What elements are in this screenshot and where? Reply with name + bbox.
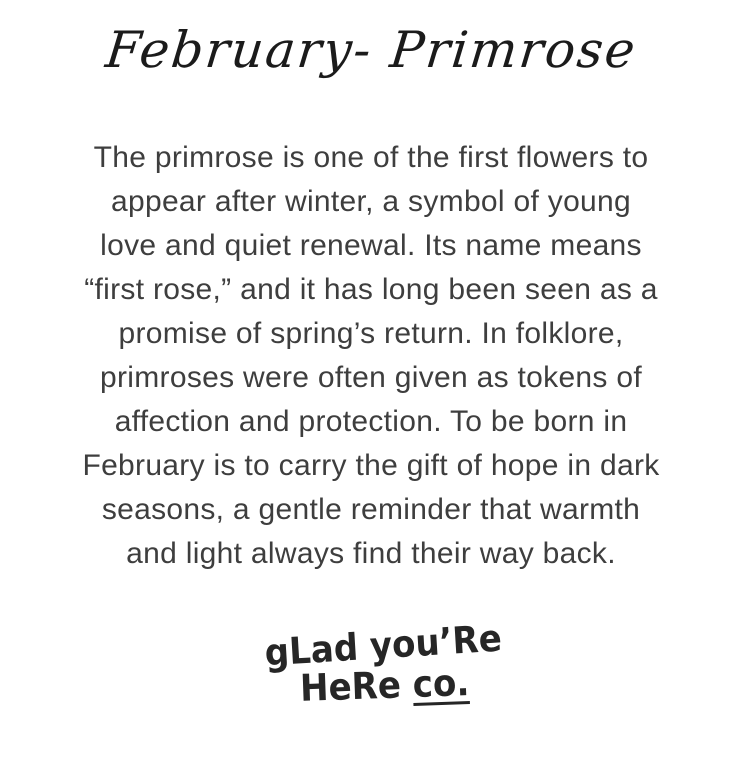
brand-logo-line-1: gLad you’Re bbox=[263, 616, 503, 675]
description-paragraph bbox=[21, 136, 721, 576]
paragraph-line: February is to carry the gift of hope in dark bbox=[82, 449, 660, 482]
paragraph-line: and light always find their way back. bbox=[126, 537, 616, 570]
paragraph-line: “first rose,” and it has long been seen as a bbox=[84, 273, 658, 306]
paragraph-line: seasons, a gentle reminder that warmth bbox=[101, 493, 641, 526]
paragraph-line: appear after winter, a symbol of young bbox=[110, 185, 632, 218]
brand-logo bbox=[263, 616, 504, 712]
paragraph-line: The primrose is one of the first flowers to bbox=[93, 141, 649, 174]
paragraph-line: promise of spring’s return. In folklore, bbox=[118, 317, 624, 350]
paragraph-line: love and quiet renewal. Its name means bbox=[100, 229, 642, 262]
page-title: February- Primrose bbox=[102, 21, 640, 79]
paragraph-line: primroses were often given as tokens of bbox=[100, 361, 642, 394]
brand-logo-here-word: HeRe bbox=[299, 663, 402, 710]
paragraph-line: affection and protection. To be born in bbox=[114, 405, 628, 438]
brand-logo-co-underlined: co. bbox=[412, 661, 470, 706]
